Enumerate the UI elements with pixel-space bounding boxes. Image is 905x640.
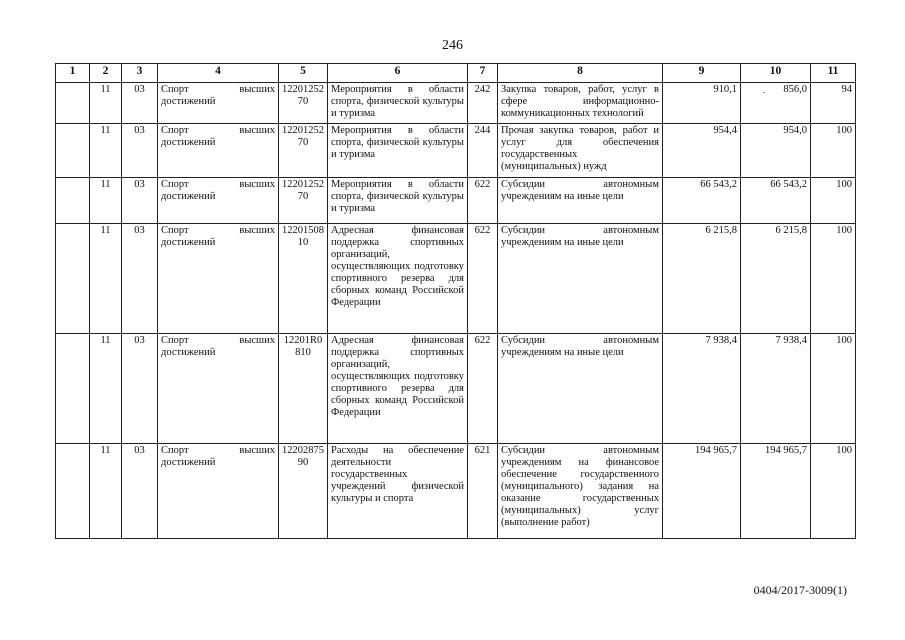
table-row <box>56 224 856 334</box>
cell-subsection: 03 <box>122 224 158 334</box>
cell-row-number <box>56 224 90 334</box>
cell-subsection: 03 <box>122 334 158 444</box>
cell-row-number <box>56 444 90 539</box>
column-header: 2 <box>90 64 122 83</box>
column-header: 1 <box>56 64 90 83</box>
header-row <box>56 64 856 83</box>
cell-target-code: 1220125270 <box>279 178 328 224</box>
cell-subsection: 03 <box>122 124 158 178</box>
cell-target-code: 1220287590 <box>279 444 328 539</box>
scan-artifact <box>763 92 765 93</box>
cell-planned: 6 215,8 <box>663 224 741 334</box>
cell-expense-name: Закупка товаров, работ, услуг в сфере информационно-коммуникационных технологий <box>498 83 663 124</box>
cell-section: 11 <box>90 224 122 334</box>
cell-target-name: Адресная финансовая поддержка спортивных организаций, осуществляющих подготовку спортивного резерва для сборных команд Российской Федерации <box>328 224 468 334</box>
cell-row-number <box>56 334 90 444</box>
cell-section-name: Спорт высших достижений <box>158 83 279 124</box>
document-code: 0404/2017-3009(1) <box>753 583 847 597</box>
cell-actual: 954,0 <box>741 124 811 178</box>
column-header: 10 <box>741 64 811 83</box>
cell-expense-type: 622 <box>468 224 498 334</box>
cell-section: 11 <box>90 83 122 124</box>
cell-target-code: 1220125270 <box>279 83 328 124</box>
cell-section: 11 <box>90 124 122 178</box>
cell-actual: 66 543,2 <box>741 178 811 224</box>
cell-section-name: Спорт высших достижений <box>158 444 279 539</box>
column-header: 8 <box>498 64 663 83</box>
cell-subsection: 03 <box>122 444 158 539</box>
cell-expense-name: Прочая закупка товаров, работ и услуг для обеспечения государственных (муниципальных) нужд <box>498 124 663 178</box>
cell-expense-name: Субсидии автономным учреждениям на финансовое обеспечение государственного (муниципального) задания на оказание государственных (муниципальных) услуг (выполнение работ) <box>498 444 663 539</box>
column-header: 5 <box>279 64 328 83</box>
column-header: 6 <box>328 64 468 83</box>
cell-target-name: Расходы на обеспечение деятельности государственных учреждений физической культуры и спорта <box>328 444 468 539</box>
cell-expense-type: 242 <box>468 83 498 124</box>
cell-target-code: 12201R0810 <box>279 334 328 444</box>
table-row <box>56 444 856 539</box>
table-row <box>56 124 856 178</box>
cell-target-name: Мероприятия в области спорта, физической культуры и туризма <box>328 178 468 224</box>
cell-expense-name: Субсидии автономным учреждениям на иные цели <box>498 178 663 224</box>
cell-target-code: 1220150810 <box>279 224 328 334</box>
table-row <box>56 178 856 224</box>
column-header: 7 <box>468 64 498 83</box>
cell-row-number <box>56 124 90 178</box>
cell-percent: 100 <box>811 178 856 224</box>
cell-target-name: Адресная финансовая поддержка спортивных организаций, осуществляющих подготовку спортивного резерва для сборных команд Российской Федерации <box>328 334 468 444</box>
cell-planned: 66 543,2 <box>663 178 741 224</box>
cell-planned: 910,1 <box>663 83 741 124</box>
cell-section-name: Спорт высших достижений <box>158 334 279 444</box>
cell-expense-type: 244 <box>468 124 498 178</box>
page-number: 246 <box>442 38 463 53</box>
table-row <box>56 334 856 444</box>
cell-percent: 100 <box>811 224 856 334</box>
cell-row-number <box>56 83 90 124</box>
budget-table <box>55 63 856 539</box>
cell-section: 11 <box>90 444 122 539</box>
cell-target-code: 1220125270 <box>279 124 328 178</box>
cell-subsection: 03 <box>122 178 158 224</box>
cell-actual: 7 938,4 <box>741 334 811 444</box>
column-header: 11 <box>811 64 856 83</box>
column-header: 3 <box>122 64 158 83</box>
cell-planned: 194 965,7 <box>663 444 741 539</box>
cell-section: 11 <box>90 334 122 444</box>
cell-actual: 194 965,7 <box>741 444 811 539</box>
cell-expense-name: Субсидии автономным учреждениям на иные цели <box>498 334 663 444</box>
cell-planned: 7 938,4 <box>663 334 741 444</box>
cell-section-name: Спорт высших достижений <box>158 124 279 178</box>
cell-expense-type: 622 <box>468 178 498 224</box>
cell-expense-type: 621 <box>468 444 498 539</box>
cell-section-name: Спорт высших достижений <box>158 224 279 334</box>
cell-actual: 6 215,8 <box>741 224 811 334</box>
cell-target-name: Мероприятия в области спорта, физической культуры и туризма <box>328 124 468 178</box>
cell-expense-type: 622 <box>468 334 498 444</box>
table-row <box>56 83 856 124</box>
cell-subsection: 03 <box>122 83 158 124</box>
cell-actual: 856,0 <box>741 83 811 124</box>
cell-section-name: Спорт высших достижений <box>158 178 279 224</box>
cell-percent: 100 <box>811 124 856 178</box>
cell-expense-name: Субсидии автономным учреждениям на иные цели <box>498 224 663 334</box>
cell-row-number <box>56 178 90 224</box>
column-header: 9 <box>663 64 741 83</box>
cell-percent: 100 <box>811 444 856 539</box>
cell-percent: 100 <box>811 334 856 444</box>
cell-percent: 94 <box>811 83 856 124</box>
column-header: 4 <box>158 64 279 83</box>
cell-section: 11 <box>90 178 122 224</box>
cell-planned: 954,4 <box>663 124 741 178</box>
cell-target-name: Мероприятия в области спорта, физической культуры и туризма <box>328 83 468 124</box>
